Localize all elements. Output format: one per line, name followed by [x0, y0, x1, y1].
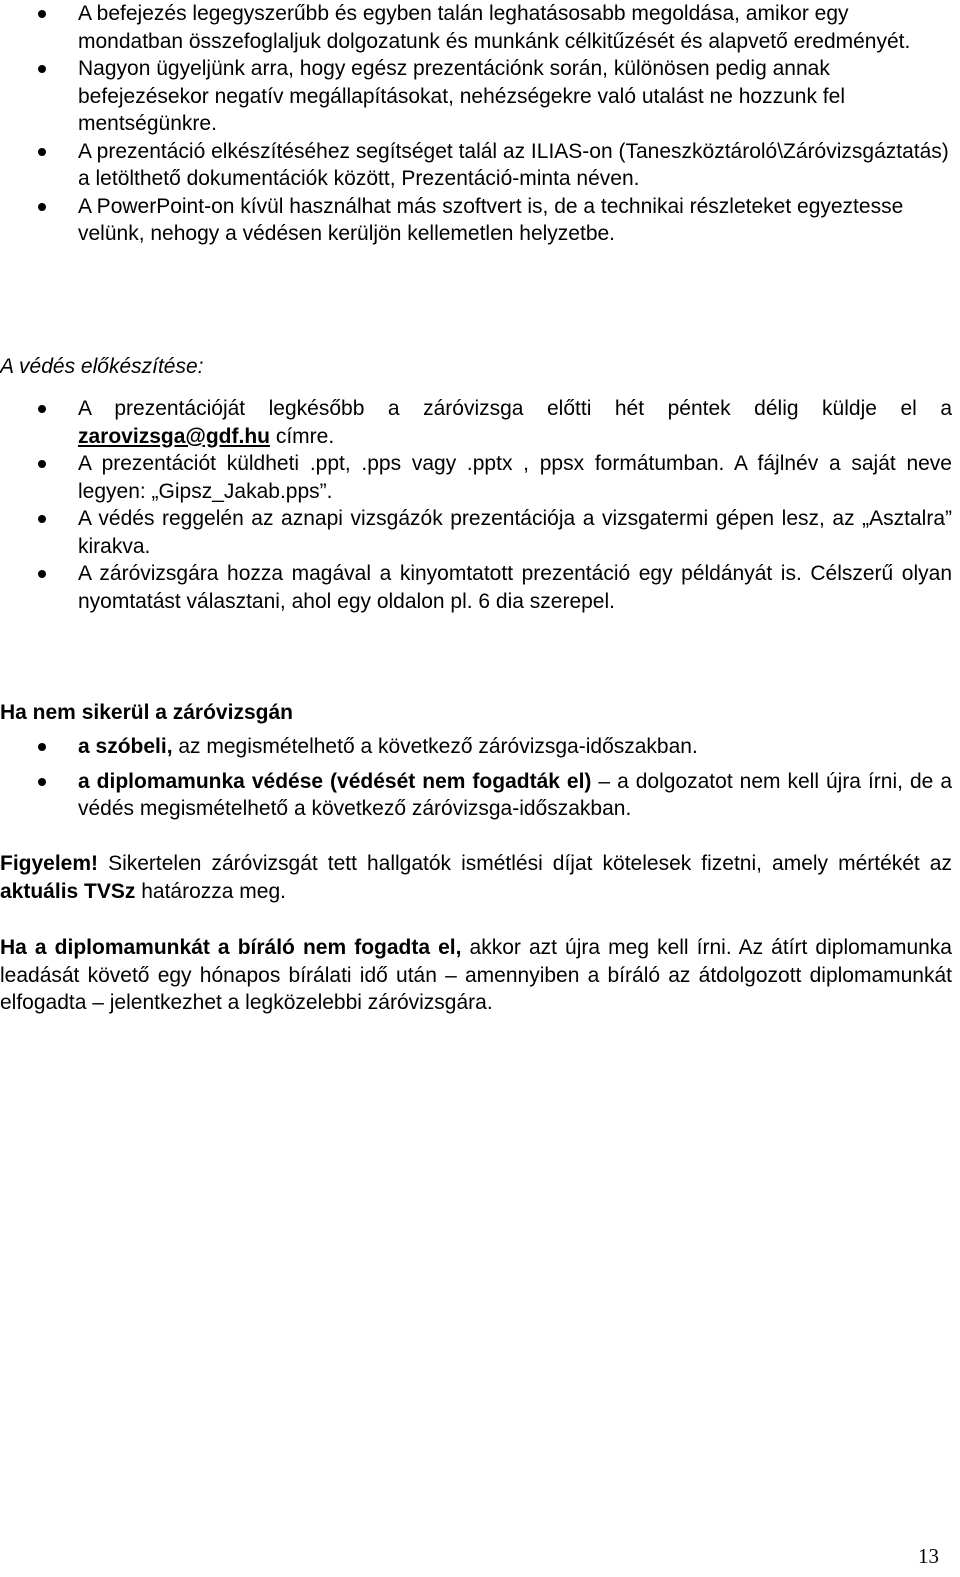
list-item — [0, 138, 952, 193]
list-item — [0, 505, 952, 560]
section-heading-failure: Ha nem sikerül a záróvizsgán — [0, 701, 293, 724]
list-item — [0, 0, 952, 55]
list-item-bold: a diplomamunka védése (védését nem fogadták el) — [78, 769, 592, 793]
failure-list — [0, 733, 952, 823]
section-heading-preparation: A védés előkészítése: — [0, 355, 204, 378]
list-item-text: A prezentáció elkészítéséhez segítséget talál az ILIAS-on (Taneszköztároló\Záróvizsgáztatás) a letölthető dokumentációk között, Prezentáció-minta néven. — [78, 139, 949, 190]
list-item-text: A befejezés legegyszerűbb és egyben talán leghatásosabb megoldása, amikor egy mondatban összefoglaljuk dolgozatunk és munkánk célkitűzését és alapvető eredményét. — [78, 2, 911, 53]
list-item-bold: a szóbeli, — [78, 735, 173, 758]
list-item-text: az megismételhető a következő záróvizsga-időszakban. — [172, 735, 698, 758]
bullet-icon — [38, 778, 46, 786]
bullet-icon — [38, 148, 46, 156]
email-link[interactable]: zarovizsga@gdf.hu — [78, 424, 270, 448]
list-item — [0, 55, 952, 138]
list-item-text: A PowerPoint-on kívül használhat más szoftvert is, de a technikai részleteket egyeztesse velünk, nehogy a védésen kerüljön kellemetlen helyzetbe. — [78, 194, 904, 245]
bullet-icon — [38, 460, 46, 468]
list-item — [0, 733, 952, 761]
page-number: 13 — [918, 1544, 939, 1568]
warning-paragraph — [0, 850, 952, 905]
presentation-tips-list — [0, 0, 952, 248]
bullet-icon — [38, 203, 46, 211]
paragraph-text: határozza meg. — [135, 879, 286, 903]
list-item — [0, 768, 952, 823]
list-item-text: Nagyon ügyeljünk arra, hogy egész prezentációnk során, különösen pedig annak befejezésekor negatív megállapításokat, nehézségekre való utalást ne hozzunk fel mentségünkre. — [78, 57, 845, 135]
preparation-list — [0, 395, 952, 615]
list-item — [0, 450, 952, 505]
bullet-icon — [38, 10, 46, 18]
bullet-icon — [38, 65, 46, 73]
paragraph-text: Sikertelen záróvizsgát tett hallgatók ismétlési díjat kötelesek fizetni, amely mértékét az — [98, 852, 952, 875]
warning-label: Figyelem! — [0, 852, 99, 875]
bullet-icon — [38, 743, 46, 751]
list-item-text: A prezentációt küldheti .ppt, .pps vagy .pptx , ppsx formátumban. A fájlnév a saját neve legyen: „Gipsz_Jakab.pps”. — [78, 452, 952, 503]
bullet-icon — [38, 515, 46, 523]
list-item-text: A védés reggelén az aznapi vizsgázók prezentációja a vizsgatermi gépen lesz, az „Asztalra” kirakva. — [78, 507, 952, 558]
list-item — [0, 560, 952, 615]
bullet-icon — [38, 570, 46, 578]
list-item-text: A prezentációját legkésőbb a záróvizsga előtti hét péntek délig küldje el a — [78, 397, 952, 420]
list-item-text: címre. — [270, 424, 335, 448]
paragraph-text: akkor azt újra meg kell írni. Az átírt diplomamunka leadását követő egy hónapos bírálati idő után – amennyiben a bíráló az átdolgozott diplomamunkát elfogadta – jelentkezhet a legközelebbi záróvizsgára. — [0, 936, 952, 1014]
paragraph-bold: Ha a diplomamunkát a bíráló nem fogadta el, — [0, 936, 462, 959]
list-item-text: A záróvizsgára hozza magával a kinyomtatott prezentáció egy példányát is. Célszerű olyan nyomtatást választani, ahol egy oldalon pl. 6 dia szerepel. — [78, 562, 952, 613]
list-item — [0, 193, 952, 248]
paragraph-bold: aktuális TVSz — [0, 879, 136, 903]
list-item-text: – a dolgozatot nem kell újra írni, de a védés megismételhető a következő záróvizsga-időszakban. — [78, 769, 952, 820]
thesis-paragraph — [0, 934, 952, 1017]
list-item — [0, 395, 952, 450]
bullet-icon — [38, 405, 46, 413]
